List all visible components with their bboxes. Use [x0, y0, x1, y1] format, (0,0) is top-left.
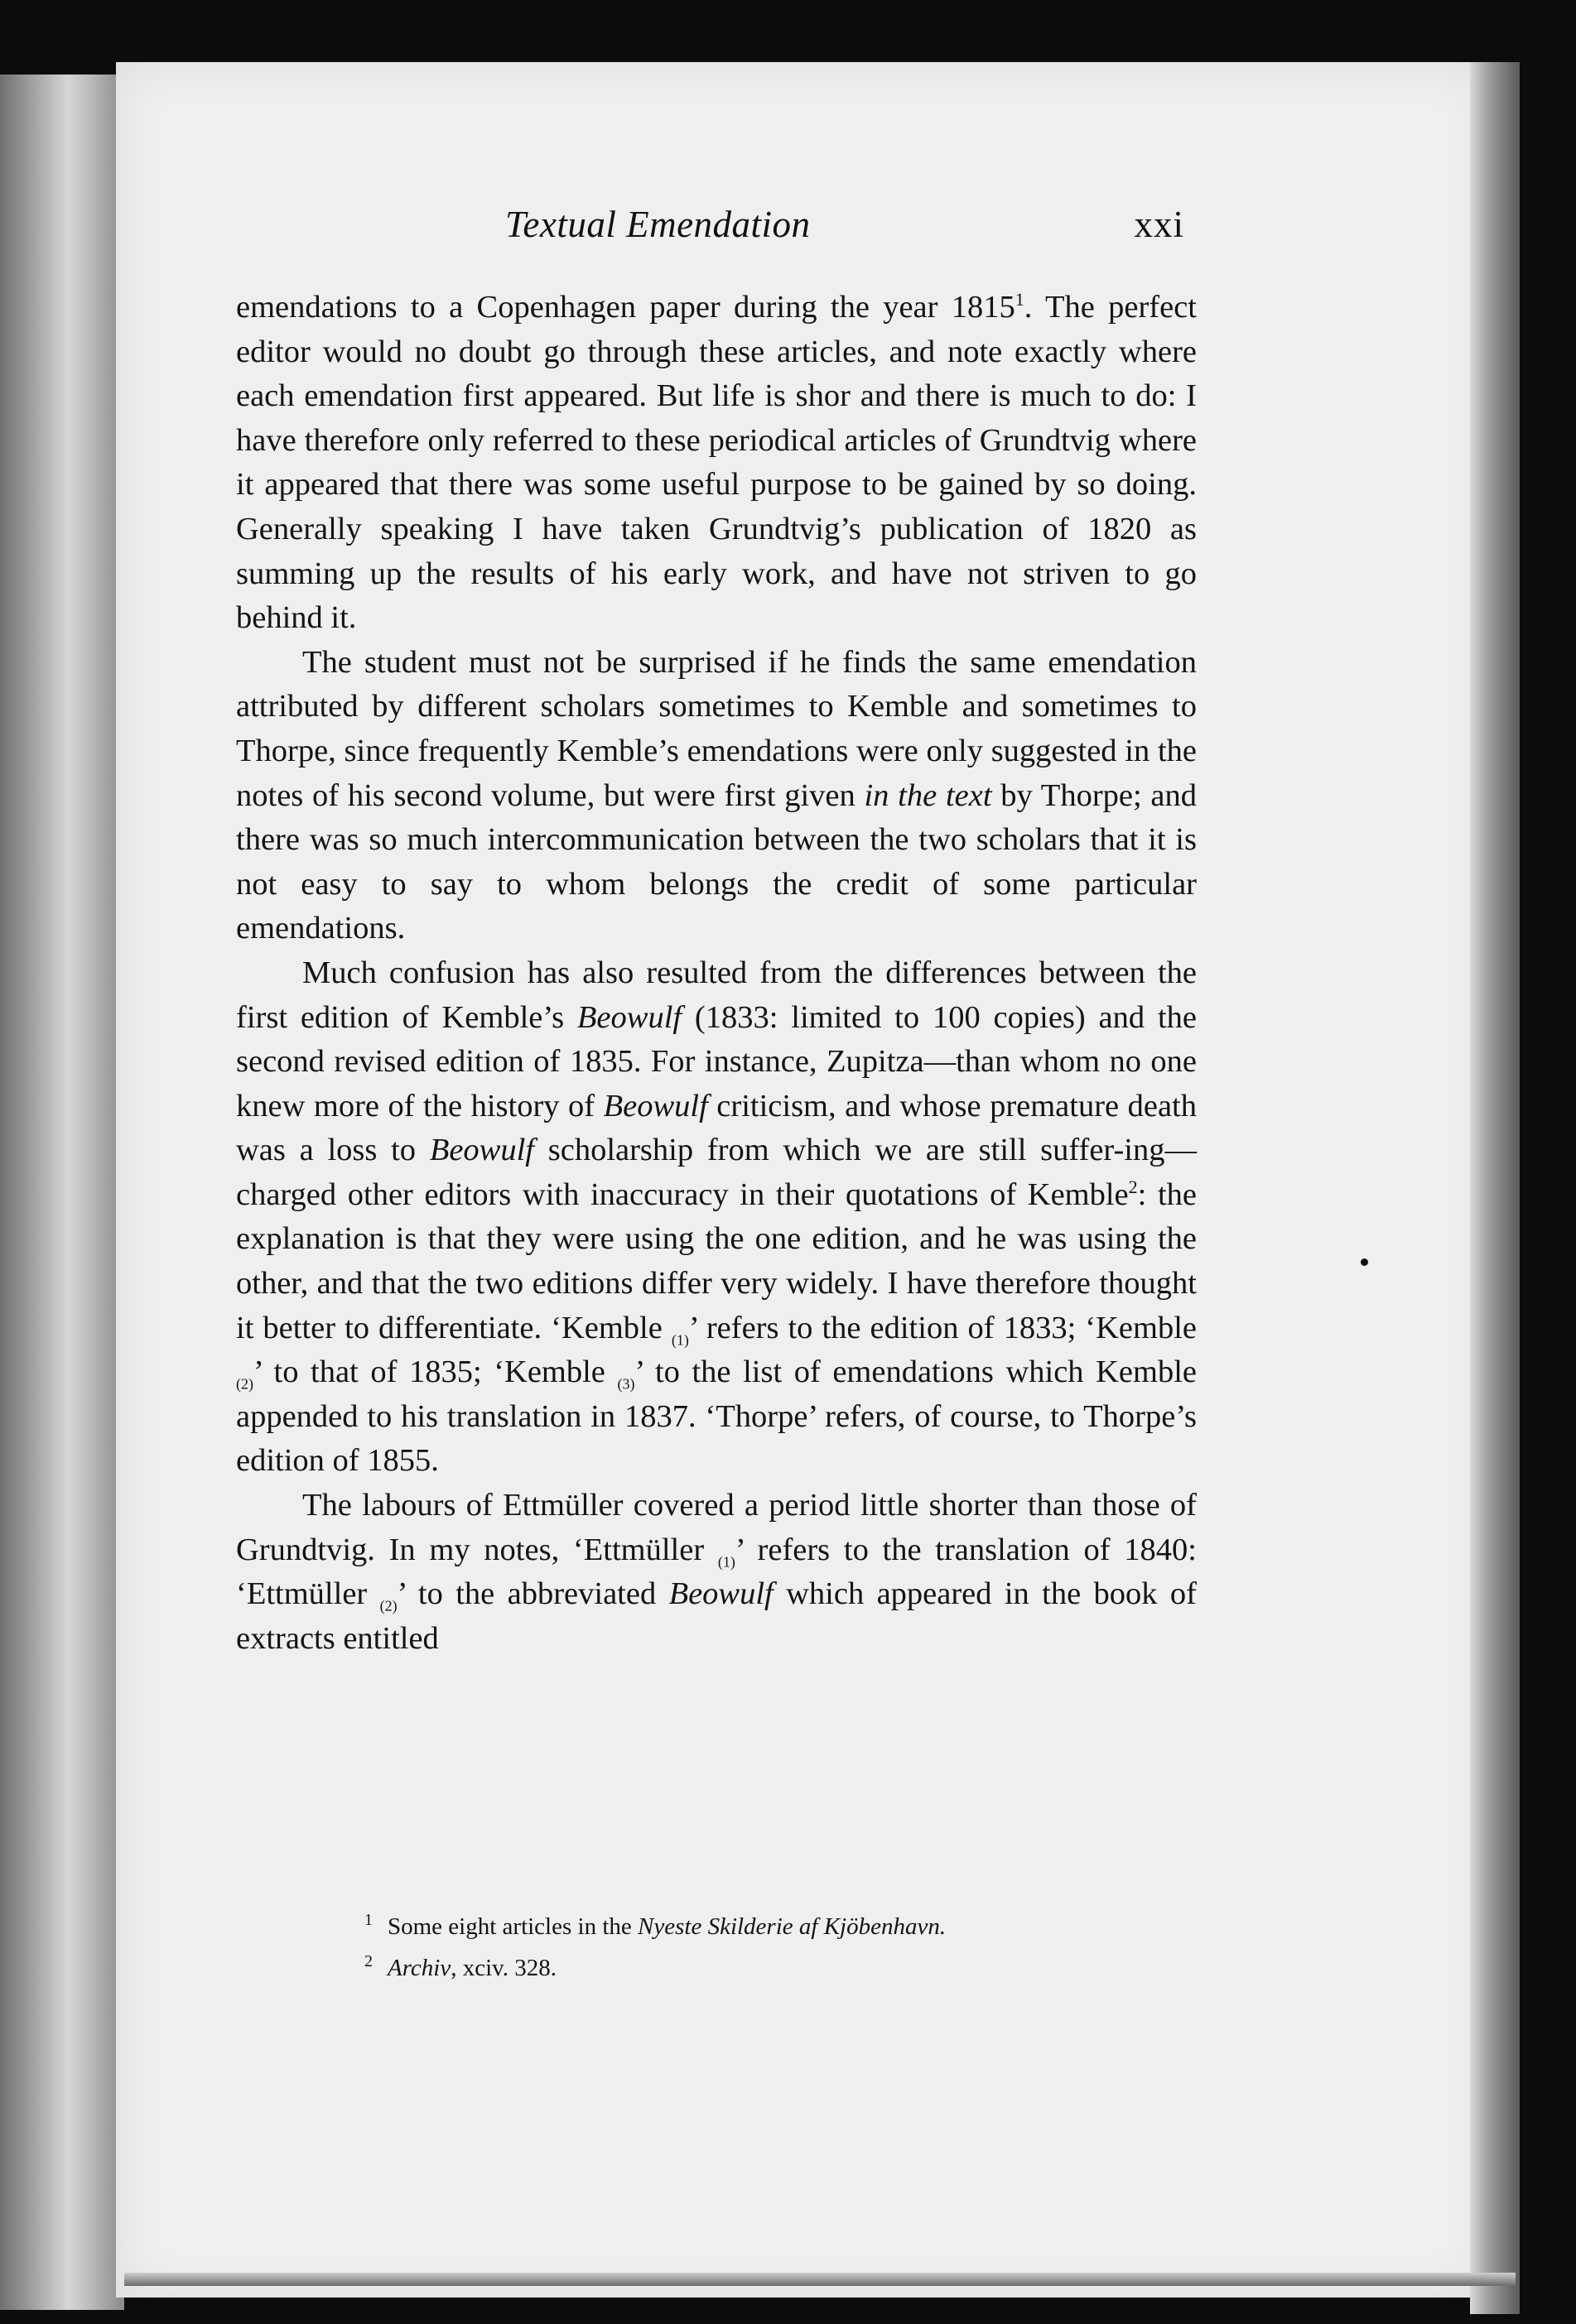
paragraph — [236, 286, 1197, 641]
text-run: ’ to the list of emendations which Kemble appended to his translation in 1837. ‘Thorpe’ refers, of course, to Thorpe’s edition of 1855. — [236, 1354, 1197, 1479]
text-run: , xciv. 328. — [451, 1955, 557, 1981]
italic-text: Beowulf — [603, 1088, 708, 1124]
running-title: Textual Emendation — [505, 204, 811, 245]
footnote-reference: 1 — [1015, 289, 1024, 310]
page-header — [240, 203, 1184, 261]
text-run: . The perfect editor would no doubt go through these articles, and note exactly where each emendation first appeared. But life is shor and there is much to do: I have therefore only referred to these periodical articles of Grundtvig where it appeared that there was some useful purpose to be gained by so doing. Generally speaking I have taken Grundtvig’s publication of 1820 as summing up the results of his early work, and have not striven to go behind it. — [236, 290, 1197, 636]
text-run: ’ refers to the translation of 1840: ‘Ettmüller — [236, 1532, 1197, 1612]
text-run: The labours of Ettmüller covered a period little shorter than those of Grundtvig. In my notes, ‘Ettmüller — [236, 1488, 1197, 1567]
footnote-reference: 2 — [1128, 1176, 1138, 1198]
page-number: xxi — [1134, 204, 1184, 245]
paragraph — [236, 641, 1197, 951]
text-run: The student must not be surprised if he finds the same emendation attributed by different scholars sometimes to Kemble and sometimes to Thorpe, since frequently Kemble’s emendations were only suggested in the notes of his second volume, but were first given — [236, 644, 1197, 813]
text-run: by Thorpe; and there was so much intercommunication between the two scholars that it is not easy to say to whom belongs the credit of some particular emendations. — [236, 777, 1197, 946]
text-run: Much confusion has also resulted from the differences between the first edition of Kemble’s — [236, 955, 1197, 1035]
edition-subscript: (1) — [671, 1331, 689, 1349]
italic-text: Beowulf — [429, 1133, 534, 1168]
footnotes — [364, 1906, 1193, 1989]
edition-subscript: (2) — [379, 1597, 398, 1614]
text-run: ’ to the abbreviated — [397, 1576, 669, 1612]
text-run: scholarship from which we are still suffer-ing—charged other editors with inaccuracy in their quotations of Kemble — [236, 1133, 1197, 1212]
text-run: : the explanation is that they were using the one edition, and he was using the other, and that the two editions differ very widely. I have therefore thought it better to differentiate. ‘Kemble — [236, 1176, 1197, 1345]
footnote: 1 Some eight articles in the Nyeste Skilderie af Kjöbenhavn. — [364, 1911, 947, 1940]
italic-text: Nyeste Skilderie af Kjöbenhavn. — [638, 1913, 947, 1940]
italic-text: Archiv — [388, 1955, 451, 1981]
italic-text: Beowulf — [576, 999, 682, 1035]
italic-text: in the text — [864, 777, 992, 813]
text-run: emendations to a Copenhagen paper during the year 1815 — [236, 290, 1015, 325]
text-run: ’ refers to the edition of 1833; ‘Kemble — [688, 1310, 1197, 1345]
edition-subscript: (1) — [717, 1553, 735, 1571]
ink-speck — [1361, 1258, 1368, 1266]
text-run: criticism, and whose premature death was a loss to — [236, 1088, 1197, 1168]
edition-subscript: (3) — [617, 1375, 635, 1393]
edition-subscript: (2) — [236, 1375, 253, 1393]
page-bottom-edge — [124, 2273, 1516, 2286]
text-run: Some eight articles in the — [388, 1913, 639, 1940]
page-right-edge — [1470, 62, 1520, 2314]
footnote: 2 Archiv, xciv. 328. — [364, 1952, 557, 1981]
left-page-edge — [0, 75, 124, 2310]
paragraph — [236, 1484, 1197, 1661]
body-text — [236, 286, 1197, 1661]
text-run: which appeared in the book of extracts entitled — [236, 1576, 1197, 1656]
italic-text: Beowulf — [668, 1576, 774, 1612]
text-run: ’ to that of 1835; ‘Kemble — [253, 1354, 618, 1390]
text-run: (1833: limited to 100 copies) and the second revised edition of 1835. For instance, Zupitza—than whom no one knew more of the history of — [236, 999, 1197, 1124]
paragraph — [236, 951, 1197, 1484]
